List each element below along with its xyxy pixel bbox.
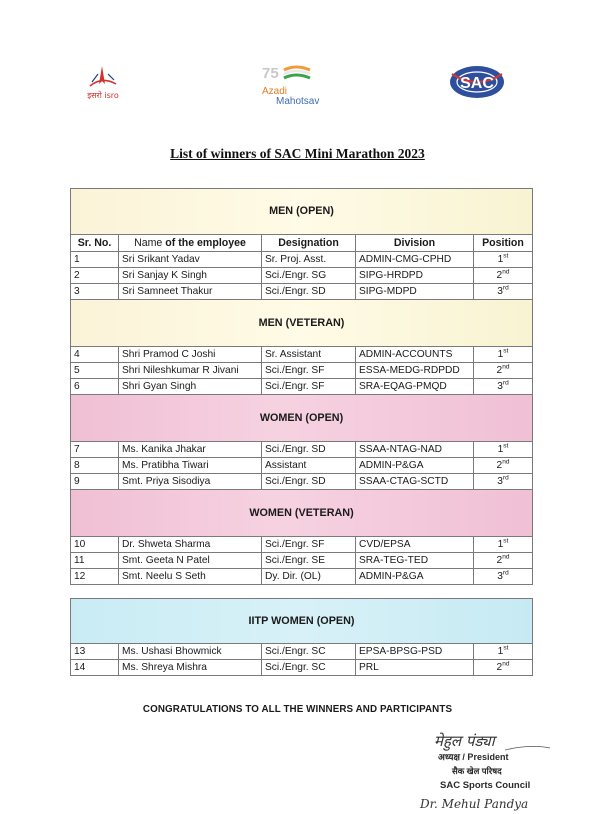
division: SIPG-MDPD: [356, 284, 474, 300]
table-row: [71, 553, 533, 569]
designation: Sci./Engr. SC: [262, 660, 356, 676]
sr-no: 4: [71, 347, 119, 363]
employee-name: Smt. Geeta N Patel: [119, 553, 262, 569]
sac-logo-text: SAC: [460, 75, 494, 92]
division: SRA-EQAG-PMQD: [356, 379, 474, 395]
svg-text:मेहुल पंड्या: मेहुल पंड्या: [434, 732, 495, 750]
table-row: [71, 284, 533, 300]
designation: Sci./Engr. SF: [262, 379, 356, 395]
stamp-council-hindi: सैक खेल परिषद: [452, 766, 502, 776]
division: SSAA-NTAG-NAD: [356, 442, 474, 458]
division: ADMIN-ACCOUNTS: [356, 347, 474, 363]
sr-no: 8: [71, 458, 119, 474]
designation: Assistant: [262, 458, 356, 474]
table-row: [71, 458, 533, 474]
employee-name: Shri Gyan Singh: [119, 379, 262, 395]
azadi-ka-amrit-mahotsav-logo: [258, 64, 336, 108]
table-row: [71, 442, 533, 458]
iitp-table: [70, 598, 533, 676]
table-row: [71, 474, 533, 490]
position: 1st: [474, 537, 533, 553]
stamp-president: अध्यक्ष / President: [438, 752, 509, 762]
section-header-women-open: WOMEN (OPEN): [71, 395, 533, 442]
section-header-iitp-women-open: IITP WOMEN (OPEN): [71, 599, 533, 644]
designation: Sci./Engr. SD: [262, 474, 356, 490]
sr-no: 12: [71, 569, 119, 585]
table-row: [71, 569, 533, 585]
designation: Sci./Engr. SF: [262, 537, 356, 553]
sr-no: 14: [71, 660, 119, 676]
isro-logo: [78, 64, 128, 104]
designation: Sci./Engr. SE: [262, 553, 356, 569]
position: 1st: [474, 442, 533, 458]
svg-text:75: 75: [262, 65, 279, 82]
employee-name: Ms. Shreya Mishra: [119, 660, 262, 676]
employee-name: Ms. Pratibha Tiwari: [119, 458, 262, 474]
sr-no: 1: [71, 252, 119, 268]
employee-name: Sri Samneet Thakur: [119, 284, 262, 300]
designation: Sr. Proj. Asst.: [262, 252, 356, 268]
designation: Sci./Engr. SD: [262, 442, 356, 458]
column-header-row: [71, 235, 533, 252]
winners-table: [70, 188, 533, 585]
sr-no: 3: [71, 284, 119, 300]
table-row: [71, 660, 533, 676]
division: ESSA-MEDG-RDPDD: [356, 363, 474, 379]
sr-no: 5: [71, 363, 119, 379]
position: 2nd: [474, 458, 533, 474]
header-position: Position: [474, 235, 533, 252]
division: ADMIN-P&GA: [356, 569, 474, 585]
isro-logo-text: इसरो isro: [87, 91, 119, 100]
employee-name: Dr. Shweta Sharma: [119, 537, 262, 553]
employee-name: Ms. Ushasi Bhowmick: [119, 644, 262, 660]
position: 3rd: [474, 284, 533, 300]
division: ADMIN-CMG-CPHD: [356, 252, 474, 268]
division: SRA-TEG-TED: [356, 553, 474, 569]
document-title: List of winners of SAC Mini Marathon 2023: [170, 146, 425, 161]
employee-name: Sri Sanjay K Singh: [119, 268, 262, 284]
header-division: Division: [356, 235, 474, 252]
division: CVD/EPSA: [356, 537, 474, 553]
employee-name: Smt. Priya Sisodiya: [119, 474, 262, 490]
header-designation: Designation: [262, 235, 356, 252]
employee-name: Shri Pramod C Joshi: [119, 347, 262, 363]
sr-no: 2: [71, 268, 119, 284]
division: SIPG-HRDPD: [356, 268, 474, 284]
stamp-council: SAC Sports Council: [440, 780, 531, 791]
position: 3rd: [474, 569, 533, 585]
sr-no: 9: [71, 474, 119, 490]
table-row: [71, 268, 533, 284]
sr-no: 13: [71, 644, 119, 660]
table-row: [71, 537, 533, 553]
division: PRL: [356, 660, 474, 676]
sr-no: 7: [71, 442, 119, 458]
section-header-men-open: MEN (OPEN): [71, 189, 533, 235]
congratulations-note: CONGRATULATIONS TO ALL THE WINNERS AND PARTICIPANTS: [142, 704, 453, 715]
position: 2nd: [474, 660, 533, 676]
table-row: [71, 379, 533, 395]
designation: Sci./Engr. SG: [262, 268, 356, 284]
position: 2nd: [474, 553, 533, 569]
sr-no: 6: [71, 379, 119, 395]
employee-name: Smt. Neelu S Seth: [119, 569, 262, 585]
section-header-women-veteran: WOMEN (VETERAN): [71, 490, 533, 537]
table-row: [71, 363, 533, 379]
position: 3rd: [474, 379, 533, 395]
position: 1st: [474, 252, 533, 268]
designation: Sci./Engr. SC: [262, 644, 356, 660]
designation: Sci./Engr. SF: [262, 363, 356, 379]
header-name: Name of the employee: [119, 235, 262, 252]
employee-name: Ms. Kanika Jhakar: [119, 442, 262, 458]
header-srno: Sr. No.: [71, 235, 119, 252]
employee-name: Sri Srikant Yadav: [119, 252, 262, 268]
svg-text:Azadi: Azadi: [262, 86, 288, 97]
designation: Sci./Engr. SD: [262, 284, 356, 300]
section-header-men-veteran: MEN (VETERAN): [71, 300, 533, 347]
table-row: [71, 252, 533, 268]
division: ADMIN-P&GA: [356, 458, 474, 474]
employee-name: Shri Nileshkumar R Jivani: [119, 363, 262, 379]
table-row: [71, 644, 533, 660]
position: 3rd: [474, 474, 533, 490]
designation: Sr. Assistant: [262, 347, 356, 363]
sr-no: 10: [71, 537, 119, 553]
position: 2nd: [474, 363, 533, 379]
sr-no: 11: [71, 553, 119, 569]
position: 1st: [474, 347, 533, 363]
svg-text:Mahotsav: Mahotsav: [276, 96, 320, 107]
sac-logo: [448, 64, 506, 100]
table-row: [71, 347, 533, 363]
division: EPSA-BPSG-PSD: [356, 644, 474, 660]
division: SSAA-CTAG-SCTD: [356, 474, 474, 490]
position: 1st: [474, 644, 533, 660]
position: 2nd: [474, 268, 533, 284]
svg-text:Dr. Mehul Pandya: Dr. Mehul Pandya: [420, 797, 529, 811]
designation: Dy. Dir. (OL): [262, 569, 356, 585]
